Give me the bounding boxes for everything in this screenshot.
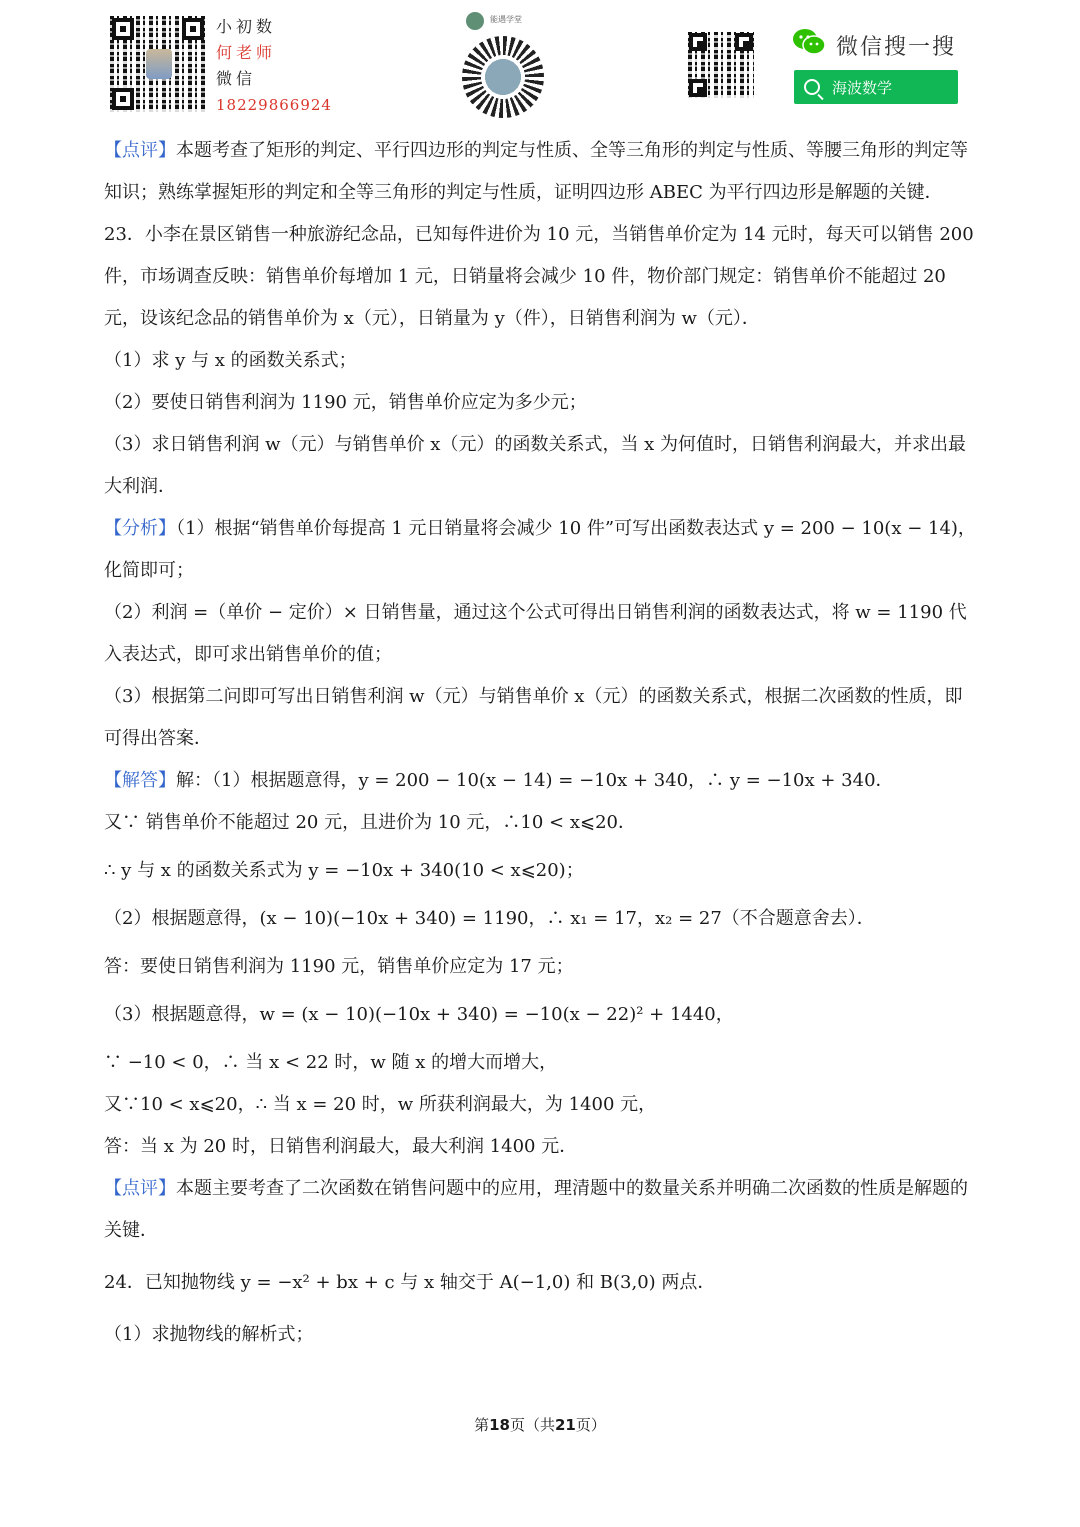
page-suffix: 页） [575, 1416, 606, 1434]
analysis-3: （3）根据第二问即可写出日销售利润 w（元）与销售单价 x（元）的函数关系式，根据二次函数的性质，即可得出答案． [104, 686, 963, 749]
review-tag-2: 【点评】 [104, 1178, 176, 1199]
analysis-1-text: （1）根据“销售单价每提高 1 元日销量将会减少 10 件”可写出函数表达式 y = 200 − 10(x − 14)，化简即可； [104, 518, 976, 581]
document-body [104, 130, 980, 1356]
page-prefix: 第 [474, 1416, 490, 1434]
handwritten-line-3: 微信 [216, 69, 257, 88]
solution-line-8: 又∵10 < x⩽20，∴ 当 x = 20 时，w 所获利润最大，为 1400 元， [104, 1094, 657, 1115]
search-button-label: 海波数学 [832, 78, 893, 97]
mini-program-code[interactable] [462, 36, 544, 118]
page-number: 18 [489, 1416, 510, 1434]
question-23-part-3: （3）求日销售利润 w（元）与销售单价 x（元）的函数关系式，当 x 为何值时，日销售利润最大，并求出最大利润． [104, 434, 967, 497]
solution-line-5: 答：要使日销售利润为 1190 元，销售单价应定为 17 元； [104, 956, 574, 977]
account-qr-code [688, 32, 754, 98]
solution-line-2: 又∵ 销售单价不能超过 20 元，且进价为 10 元，∴10 < x⩽20． [104, 812, 636, 833]
solution-line-1 [104, 760, 980, 802]
question-24-stem: 24．已知抛物线 y = −x² + bx + c 与 x 轴交于 A(−1,0) 和 B(3,0) 两点． [104, 1272, 716, 1293]
review-23 [104, 1168, 980, 1252]
review-22 [104, 130, 980, 214]
teacher-qr-code [110, 16, 206, 112]
solution-line-3: ∴ y 与 x 的函数关系式为 y = −10x + 340(10 < x⩽20)； [104, 860, 584, 881]
analysis-2: （2）利润 =（单价 − 定价）× 日销售量，通过这个公式可得出日销售利润的函数表达式，将 w = 1190 代入表达式，即可求出销售单价的值； [104, 602, 967, 665]
teacher-avatar [146, 49, 172, 79]
page-footer [0, 1414, 1080, 1435]
question-23-part-2: （2）要使日销售利润为 1190 元，销售单价应定为多少元； [104, 392, 587, 413]
handwritten-line-2: 何老师 [216, 43, 277, 62]
solution-tag: 【解答】 [104, 770, 176, 791]
solution-line-9: 答：当 x 为 20 时，日销售利润最大，最大利润 1400 元． [104, 1136, 578, 1157]
review-tag: 【点评】 [104, 140, 176, 161]
question-23-stem: 23．小李在景区销售一种旅游纪念品，已知每件进价为 10 元，当销售单价定为 14 元时，每天可以销售 200 件，市场调查反映：销售单价每增加 1 元，日销量将会减少 10 件，物价部门规定：销售单价不能超过 20 元，设该纪念品的销售单价为 x（元），日销量为 y（件），日销售利润为 w（元）． [104, 224, 974, 329]
search-button[interactable] [794, 70, 958, 104]
solution-line-7: ∵ −10 < 0，∴ 当 x < 22 时，w 随 x 的增大而增大， [104, 1052, 558, 1073]
handwritten-line-1: 小初数 [216, 17, 277, 36]
page-header [0, 0, 1080, 128]
review-22-text: 本题考查了矩形的判定、平行四边形的判定与性质、全等三角形的判定与性质、等腰三角形的判定等知识；熟练掌握矩形的判定和全等三角形的判定与性质，证明四边形 ABEC 为平行四边形是解题的关键． [104, 140, 968, 203]
mini-program-logo [466, 12, 484, 30]
wechat-icon [792, 28, 826, 56]
question-24-part-1: （1）求抛物线的解析式； [104, 1324, 314, 1345]
solution-line-4: （2）根据题意得，(x − 10)(−10x + 340) = 1190，∴ x₁ = 17，x₂ = 27（不合题意舍去）． [104, 908, 875, 929]
review-23-text: 本题主要考查了二次函数在销售问题中的应用，理清题中的数量关系并明确二次函数的性质是解题的关键． [104, 1178, 968, 1241]
solution-line-1-text: 解：（1）根据题意得，y = 200 − 10(x − 14) = −10x + 340，∴ y = −10x + 340． [176, 770, 894, 791]
page-total: 21 [555, 1416, 576, 1434]
analysis-tag: 【分析】 [104, 518, 176, 539]
wechat-search-title: 微信搜一搜 [836, 35, 957, 60]
handwritten-phone: 18229866924 [216, 96, 332, 114]
search-icon [804, 79, 820, 95]
page-mid: 页（共 [509, 1416, 555, 1434]
question-23-part-1: （1）求 y 与 x 的函数关系式； [104, 350, 357, 371]
analysis-1 [104, 508, 980, 592]
mini-program-name: 能遇学堂 [490, 15, 522, 24]
solution-line-6: （3）根据题意得，w = (x − 10)(−10x + 340) = −10(x − 22)² + 1440， [104, 1004, 734, 1025]
